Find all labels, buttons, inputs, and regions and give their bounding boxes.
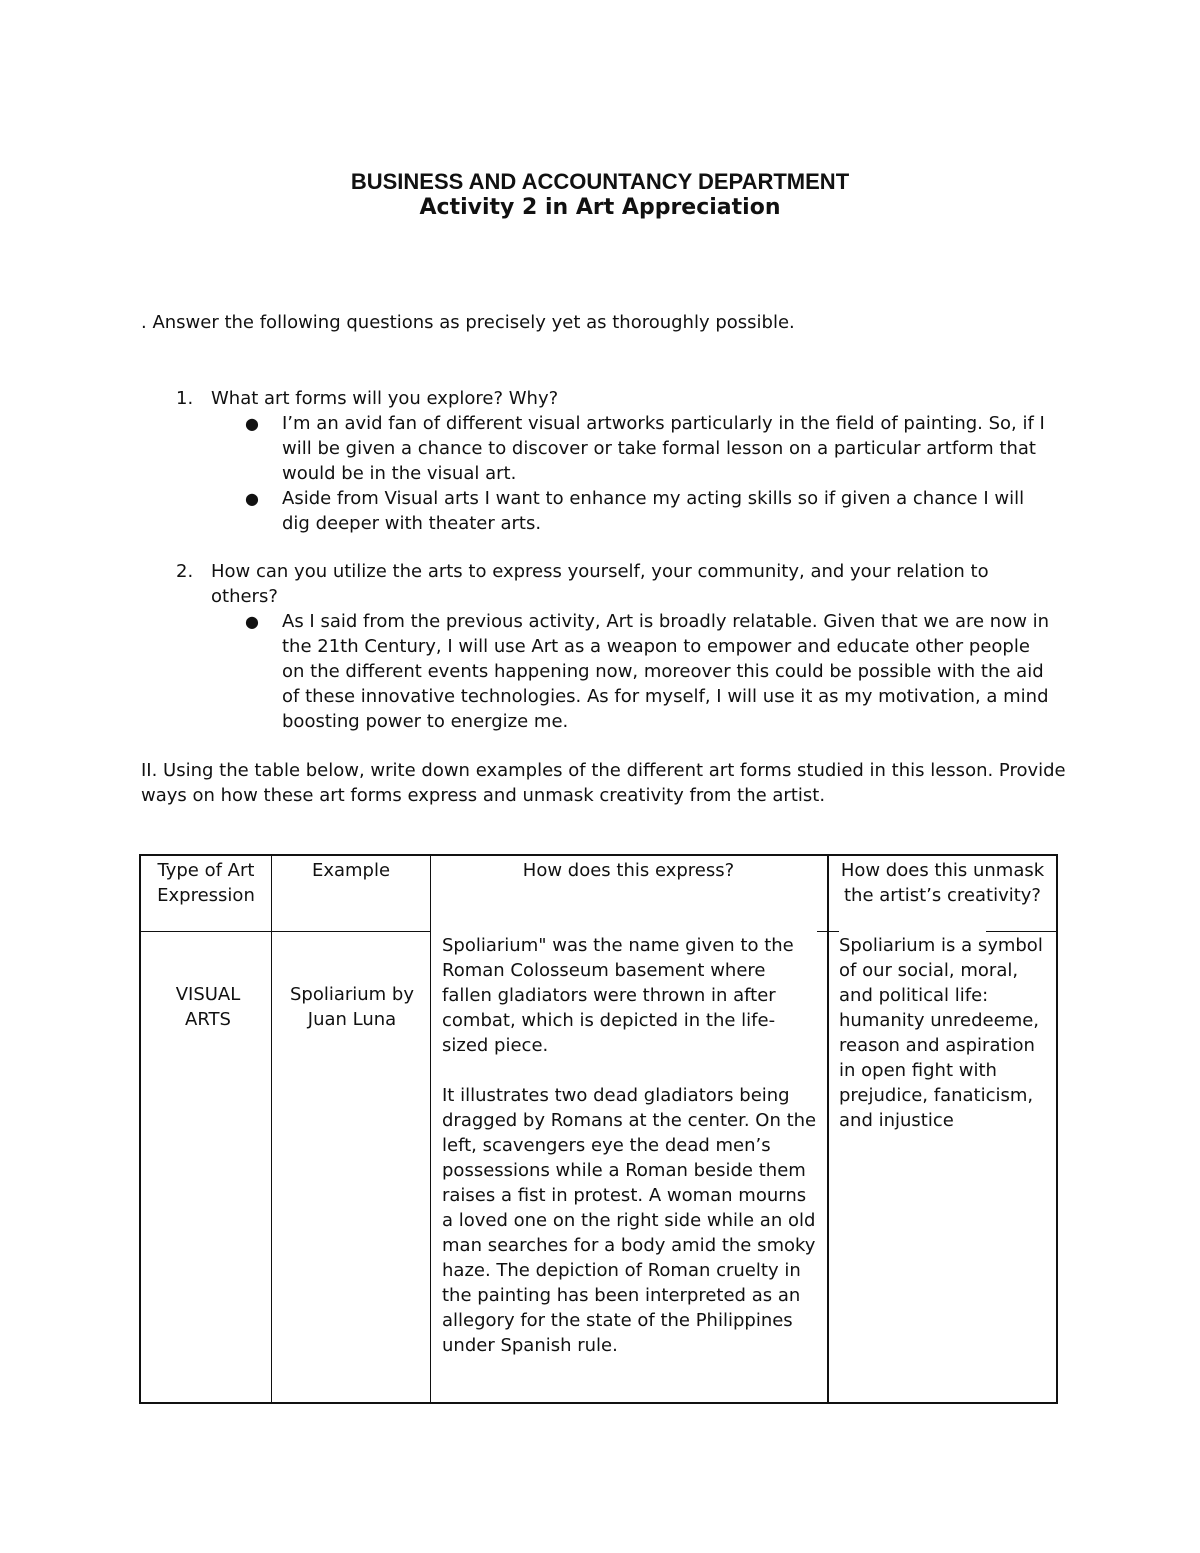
question-number: 1. — [176, 388, 194, 409]
header-type: Type of Art Expression — [157, 860, 255, 906]
header-express: How does this express? — [522, 860, 735, 881]
section-2-instruction: II. Using the table below, write down examples of the different art forms studied in this lesson. Provide ways on how these art forms express and unmask creativity from the artist. — [141, 760, 1066, 806]
cell-type: VISUAL ARTS — [175, 984, 241, 1030]
art-forms-table — [139, 854, 1058, 1404]
cell-unmask: Spoliarium is a symbol of our social, moral, and political life: humanity unredeeme, reason and aspiration in open fight with prejudice, fanaticism, and injustice — [839, 935, 1043, 1131]
question-text: How can you utilize the arts to express yourself, your community, and your relation to others? — [211, 561, 989, 607]
express-paragraph: Spoliarium" was the name given to the Roman Colosseum basement where fallen gladiators were thrown in after combat, which is depicted in the life-sized piece. — [442, 935, 794, 1056]
department-title: BUSINESS AND ACCOUNTANCY DEPARTMENT — [350, 169, 850, 194]
column-divider — [271, 856, 272, 1402]
question-2 — [141, 559, 1061, 734]
bullet-icon: ● — [245, 489, 259, 508]
header-example: Example — [311, 860, 391, 881]
row-divider — [817, 931, 839, 932]
answer-bullet — [141, 411, 1061, 486]
answer-text: I’m an avid fan of different visual artworks particularly in the field of painting. So, if I will be given a chance to discover or take formal lesson on a particular artform that would be in the visual art. — [282, 413, 1045, 484]
activity-title: Activity 2 in Art Appreciation — [419, 195, 781, 220]
header-unmask: How does this unmask the artist’s creativity? — [840, 860, 1045, 906]
title-block — [0, 168, 1200, 222]
cell-express — [442, 933, 817, 1358]
column-divider — [827, 856, 829, 1402]
question-text: What art forms will you explore? Why? — [211, 388, 559, 409]
bullet-icon: ● — [245, 612, 259, 631]
row-divider — [272, 931, 430, 932]
answer-text: Aside from Visual arts I want to enhance my acting skills so if given a chance I will dig deeper with theater arts. — [282, 488, 1025, 534]
instruction-text: . Answer the following questions as precisely yet as thoroughly possible. — [141, 312, 795, 333]
answer-bullet — [141, 486, 1061, 536]
column-divider — [430, 856, 431, 1402]
question-number: 2. — [176, 561, 194, 582]
answer-bullet — [141, 609, 1061, 734]
row-divider — [986, 931, 1056, 932]
row-divider — [141, 931, 271, 932]
bullet-icon: ● — [245, 414, 259, 433]
express-paragraph: It illustrates two dead gladiators being dragged by Romans at the center. On the left, scavengers eye the dead men’s possessions while a Roman beside them raises a fist in protest. A woman mourns a loved one on the right side while an old man searches for a body amid the smoky haze. The depiction of Roman cruelty in the painting has been interpreted as an allegory for the state of the Philippines under Spanish rule. — [442, 1085, 817, 1356]
cell-example: Spoliarium by Juan Luna — [289, 984, 415, 1030]
answer-text: As I said from the previous activity, Art is broadly relatable. Given that we are now in the 21th Century, I will use Art as a weapon to empower and educate other people on the different events happening now, moreover this could be possible with the aid of these innovative technologies. As for myself, I will use it as my motivation, a mind boosting power to energize me. — [282, 611, 1050, 732]
question-1 — [141, 386, 1061, 536]
